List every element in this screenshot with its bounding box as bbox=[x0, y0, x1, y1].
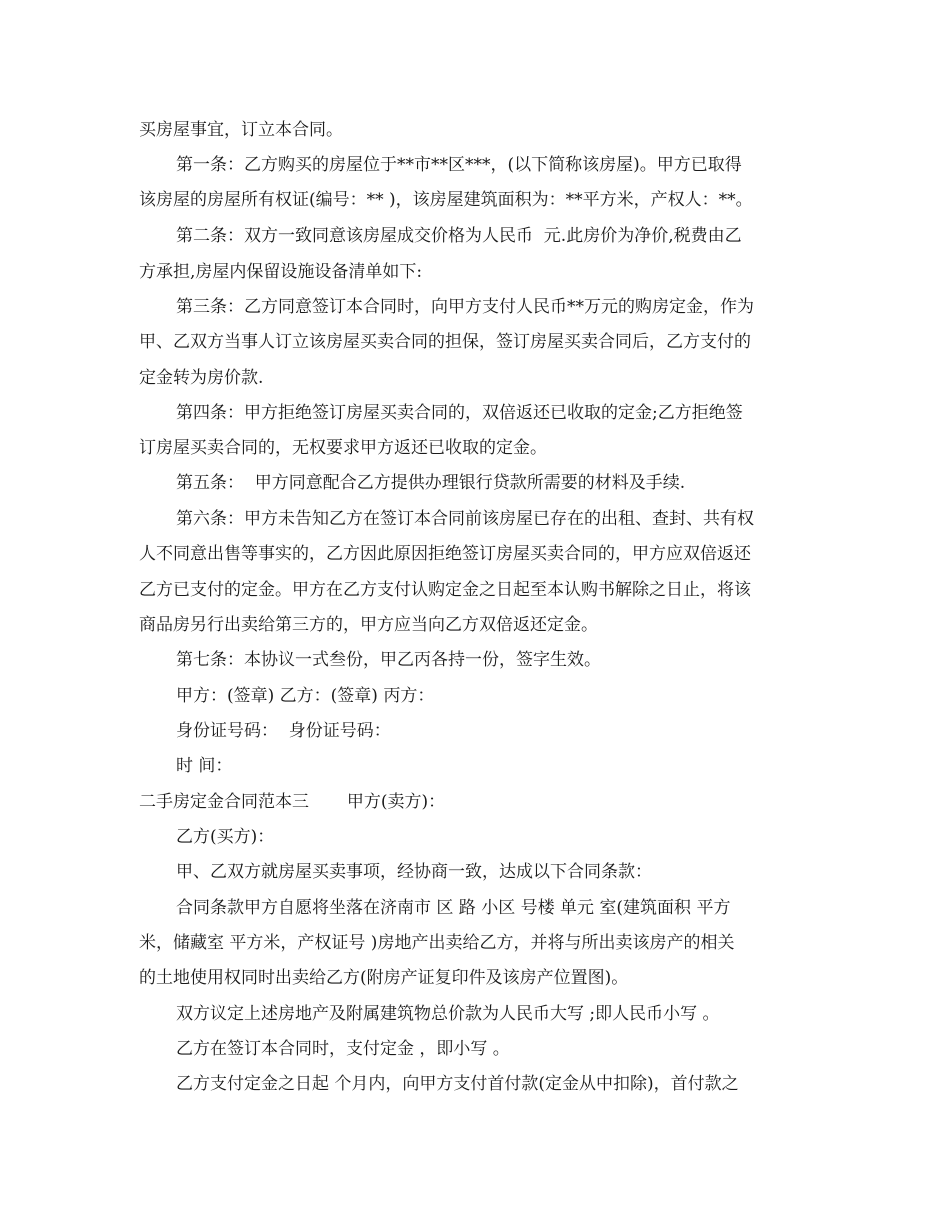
text-line: 第四条：甲方拒绝签订房屋买卖合同的，双倍返还已收取的定金;乙方拒绝签 bbox=[176, 403, 743, 423]
text-line: 买房屋事宜，订立本合同。 bbox=[139, 120, 343, 140]
text-line: 乙方支付定金之日起 个月内，向甲方支付首付款(定金从中扣除)，首付款之 bbox=[176, 1074, 739, 1094]
text-line: 定金转为房价款. bbox=[139, 368, 264, 388]
text-line: 人不同意出售等事实的，乙方因此原因拒绝签订房屋买卖合同的，甲方应双倍返还 bbox=[139, 544, 751, 564]
text-line: 第五条： 甲方同意配合乙方提供办理银行贷款所需要的材料及手续. bbox=[176, 473, 686, 493]
text-line: 乙方已支付的定金。甲方在乙方支付认购定金之日起至本认购书解除之日止，将该 bbox=[139, 580, 751, 600]
text-line: 第六条：甲方未告知乙方在签订本合同前该房屋已存在的出租、查封、共有权 bbox=[176, 509, 754, 529]
text-line: 订房屋买卖合同的，无权要求甲方返还已收取的定金。 bbox=[139, 438, 547, 458]
signature-line: 甲方：(签章) 乙方：(签章) 丙方： bbox=[176, 686, 435, 706]
text-line: 第二条：双方一致同意该房屋成交价格为人民币 元.此房价为净价,税费由乙 bbox=[176, 226, 742, 246]
text-line: 米，储藏室 平方米，产权证号 )房地产出卖给乙方，并将与所出卖该房产的相关 bbox=[139, 933, 735, 953]
text-line: 的土地使用权同时出卖给乙方(附房产证复印件及该房产位置图)。 bbox=[139, 968, 629, 988]
text-line: 该房屋的房屋所有权证(编号：** )，该房屋建筑面积为：**平方米，产权人：**。 bbox=[139, 190, 753, 210]
text-line: 第三条：乙方同意签订本合同时，向甲方支付人民币**万元的购房定金，作为 bbox=[176, 297, 754, 317]
text-line: 方承担,房屋内保留设施设备清单如下: bbox=[139, 262, 423, 282]
id-number-line: 身份证号码： 身份证号码： bbox=[176, 721, 391, 741]
text-line: 商品房另行出卖给第三方的，甲方应当向乙方双倍返还定金。 bbox=[139, 615, 598, 635]
text-line: 乙方(买方)： bbox=[176, 827, 275, 847]
text-line: 甲、乙双方就房屋买卖事项，经协商一致，达成以下合同条款： bbox=[176, 862, 652, 882]
text-line: 合同条款甲方自愿将坐落在济南市 区 路 小区 号楼 单元 室(建筑面积 平方 bbox=[176, 898, 731, 918]
text-line: 双方议定上述房地产及附属建筑物总价款为人民币大写 ;即人民币小写 。 bbox=[176, 1004, 720, 1024]
section-heading: 二手房定金合同范本三 甲方(卖方)： bbox=[139, 792, 446, 812]
text-line: 甲、乙双方当事人订立该房屋买卖合同的担保，签订房屋买卖合同后，乙方支付的 bbox=[139, 332, 751, 352]
date-line: 时 间： bbox=[176, 756, 233, 776]
text-line: 第一条：乙方购买的房屋位于**市**区***，(以下简称该房屋)。甲方已取得 bbox=[176, 155, 742, 175]
text-line: 乙方在签订本合同时，支付定金 ，即小写 。 bbox=[176, 1039, 510, 1059]
text-line: 第七条：本协议一式叁份，甲乙丙各持一份，签字生效。 bbox=[176, 650, 601, 670]
